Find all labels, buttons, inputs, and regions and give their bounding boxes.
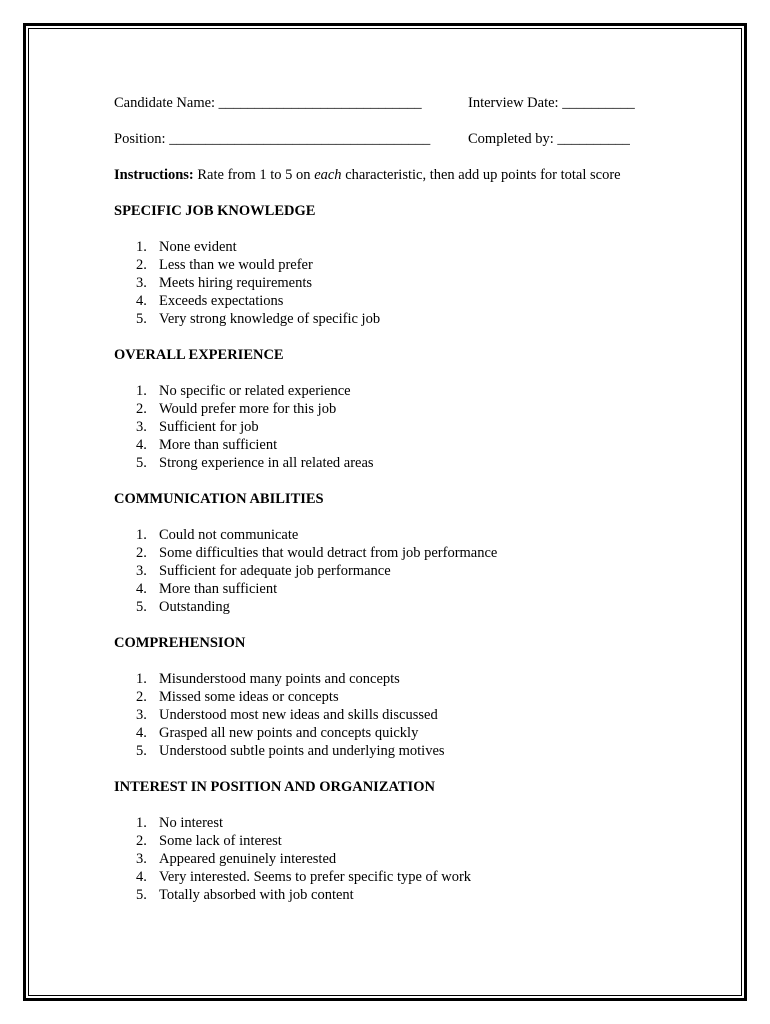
rating-text: Some lack of interest [159,833,282,849]
rating-number: 4. [136,293,147,309]
rating-number: 2. [136,545,147,561]
rating-text: No specific or related experience [159,383,351,399]
rating-number: 2. [136,689,147,705]
rating-option[interactable] [114,598,674,616]
rating-number: 1. [136,815,147,831]
rating-text: Totally absorbed with job content [159,887,354,903]
rating-text: Understood most new ideas and skills discussed [159,707,438,723]
rating-number: 1. [136,383,147,399]
rating-text: Understood subtle points and underlying motives [159,743,445,759]
rating-text: Meets hiring requirements [159,275,313,291]
rating-text: Outstanding [159,599,230,615]
rating-option[interactable] [114,292,674,310]
rating-option[interactable] [114,580,674,598]
rating-text: More than sufficient [159,581,278,597]
rating-scale-list [114,238,674,328]
rating-number: 3. [136,275,147,291]
rating-text: Appeared genuinely interested [159,851,337,867]
rating-number: 4. [136,581,147,597]
rating-number: 5. [136,887,147,903]
rating-option[interactable] [114,418,674,436]
rating-option[interactable] [114,814,674,832]
rating-scale-list [114,382,674,472]
rating-number: 3. [136,851,147,867]
rating-number: 2. [136,257,147,273]
rating-scale-list [114,814,674,904]
instructions [114,166,674,184]
rating-option[interactable] [114,688,674,706]
rating-option[interactable] [114,454,674,472]
section-title: INTEREST IN POSITION AND ORGANIZATION [114,779,435,795]
rating-option[interactable] [114,310,674,328]
rating-option[interactable] [114,382,674,400]
rating-text: Would prefer more for this job [159,401,337,417]
candidate-name-field[interactable]: Candidate Name: ____________________________ [114,95,422,111]
form-content [114,94,674,904]
rating-option[interactable] [114,526,674,544]
rating-number: 4. [136,437,147,453]
rating-option[interactable] [114,832,674,850]
section-title: OVERALL EXPERIENCE [114,347,284,363]
rating-text: Very interested. Seems to prefer specific type of work [159,869,472,885]
rating-text: None evident [159,239,237,255]
rating-number: 2. [136,401,147,417]
rating-number: 1. [136,239,147,255]
rating-option[interactable] [114,742,674,760]
completed-by-field[interactable]: Completed by: __________ [468,131,630,147]
section-title: COMMUNICATION ABILITIES [114,491,324,507]
rating-text: Some difficulties that would detract from job performance [159,545,498,561]
rating-number: 2. [136,833,147,849]
rating-scale-list [114,670,674,760]
instructions-emphasis: each [314,167,342,183]
rating-text: Misunderstood many points and concepts [159,671,400,687]
rating-text: Less than we would prefer [159,257,313,273]
interview-date-field[interactable]: Interview Date: __________ [468,95,635,111]
rating-text: Could not communicate [159,527,299,543]
rating-text: Exceeds expectations [159,293,284,309]
rating-number: 5. [136,743,147,759]
rating-scale-list [114,526,674,616]
instructions-text-after: characteristic, then add up points for total score [341,167,621,183]
rating-text: Sufficient for job [159,419,259,435]
rating-number: 3. [136,563,147,579]
rating-number: 5. [136,311,147,327]
section-title: COMPREHENSION [114,635,246,651]
rating-option[interactable] [114,670,674,688]
rating-text: Grasped all new points and concepts quickly [159,725,419,741]
section-title: SPECIFIC JOB KNOWLEDGE [114,203,316,219]
rating-text: No interest [159,815,224,831]
header-row-1 [114,94,674,112]
position-field[interactable]: Position: ____________________________________ [114,131,431,147]
rating-number: 5. [136,599,147,615]
rating-number: 5. [136,455,147,471]
rating-number: 1. [136,527,147,543]
header-row-2 [114,130,674,148]
rating-option[interactable] [114,724,674,742]
rating-option[interactable] [114,274,674,292]
rating-text: Missed some ideas or concepts [159,689,339,705]
rating-text: Strong experience in all related areas [159,455,374,471]
rating-option[interactable] [114,706,674,724]
rating-number: 1. [136,671,147,687]
rating-text: Sufficient for adequate job performance [159,563,391,579]
rating-number: 3. [136,419,147,435]
rating-option[interactable] [114,562,674,580]
rating-option[interactable] [114,886,674,904]
rating-option[interactable] [114,436,674,454]
rating-option[interactable] [114,400,674,418]
rating-option[interactable] [114,544,674,562]
instructions-label: Instructions: [114,167,194,183]
rating-number: 3. [136,707,147,723]
rating-option[interactable] [114,256,674,274]
rating-number: 4. [136,869,147,885]
rating-option[interactable] [114,850,674,868]
rating-option[interactable] [114,238,674,256]
rating-text: More than sufficient [159,437,278,453]
rating-text: Very strong knowledge of specific job [159,311,381,327]
rating-option[interactable] [114,868,674,886]
instructions-text-before: Rate from 1 to 5 on [193,167,315,183]
rating-number: 4. [136,725,147,741]
